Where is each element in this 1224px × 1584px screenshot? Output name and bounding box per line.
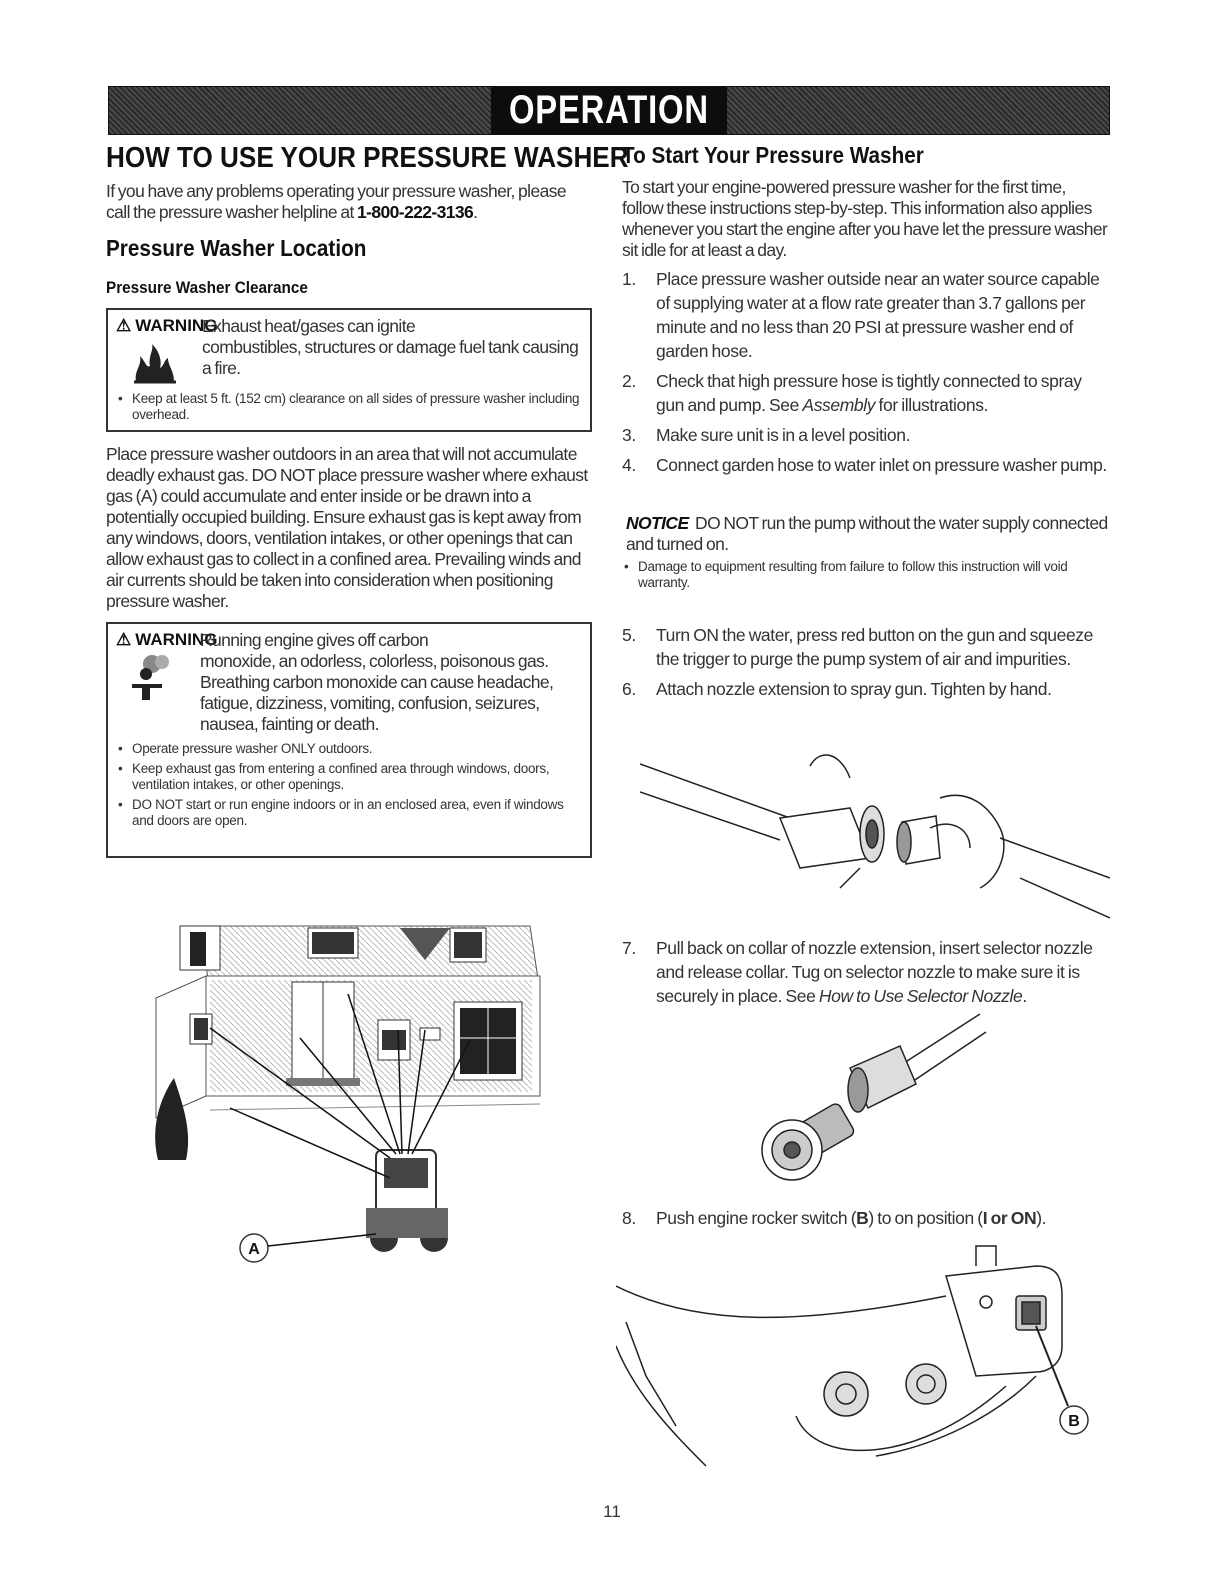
step-text: Pull back on collar of nozzle extension, insert selector nozzle and release collar. Tug on selector nozzle to make sure it is securely in place. See <box>656 938 1093 1006</box>
step-text: Connect garden hose to water inlet on pressure washer pump. <box>656 455 1107 475</box>
list-item <box>622 936 1108 1008</box>
list-item <box>622 453 1108 477</box>
switch-label: B <box>856 1208 869 1228</box>
warning1-rest: combustibles, structures or damage fuel tank causing a fire. <box>202 337 579 378</box>
step-text: Check that high pressure hose is tightly connected to spray gun and pump. See <box>656 371 1082 415</box>
selector-nozzle-figure <box>740 1012 990 1184</box>
start-intro: To start your engine-powered pressure washer for the first time, follow these instructions step-by-step. This information also applies whenever you start the engine after you have let the pressure washer sit idle for at least a day. <box>622 177 1108 260</box>
warning1-lead: Exhaust heat/gases can ignite <box>202 316 416 336</box>
step-text: Turn ON the water, press red button on the gun and squeeze the trigger to purge the pump system of air and impurities. <box>656 625 1093 669</box>
list-item: • Keep exhaust gas from entering a confined area through windows, doors, ventilation intakes, or other openings. <box>116 761 582 793</box>
notice-text: DO NOT run the pump without the water supply connected and turned on. <box>626 513 1108 554</box>
step-number: 6. <box>622 679 636 699</box>
warning2-lead: Running engine gives off carbon <box>200 630 429 650</box>
step-number: 1. <box>622 269 636 289</box>
warning-triangle-icon: ⚠ <box>116 316 132 335</box>
figure-label-a: A <box>248 1241 260 1258</box>
step-text: Place pressure washer outside near an water source capable of supplying water at a flow rate greater than 3.7 gallons per minute and no less than 20 PSI at pressure washer end of garden hose. <box>656 269 1100 361</box>
warning-label: WARNING <box>135 630 218 649</box>
step-reference: Assembly <box>802 395 876 415</box>
steps-list-4 <box>622 1206 1108 1230</box>
warning2-bullets <box>116 741 582 829</box>
list-item: • DO NOT start or run engine indoors or in an enclosed area, even if windows and doors are open. <box>116 797 582 829</box>
list-item <box>622 423 1108 447</box>
nozzle-extension-figure <box>640 748 1110 920</box>
figure-label-b: B <box>1068 1413 1080 1430</box>
intro-text: If you have any problems operating your pressure washer, please call the pressure washer helpline at <box>106 181 567 222</box>
list-item: • Operate pressure washer ONLY outdoors. <box>116 741 582 757</box>
list-item <box>622 677 1108 701</box>
list-item: • Damage to equipment resulting from failure to follow this instruction will void warranty. <box>622 559 1108 591</box>
steps-list-3 <box>622 936 1108 1008</box>
step-number: 2. <box>622 371 636 391</box>
warning-label: WARNING <box>135 316 218 335</box>
step-text-after: . <box>1022 986 1027 1006</box>
section-banner <box>108 86 1110 135</box>
page-number: 11 <box>603 1502 621 1521</box>
list-item: • Keep at least 5 ft. (152 cm) clearance on all sides of pressure washer including overhead. <box>116 391 582 423</box>
page-heading: HOW TO USE YOUR PRESSURE WASHER <box>106 142 629 174</box>
step-text: Push engine rocker switch ( <box>656 1208 857 1228</box>
warning-box-co <box>106 622 592 858</box>
toxic-fumes-icon <box>122 654 172 700</box>
step-text-mid: ) to on position ( <box>868 1208 983 1228</box>
exhaust-placement-figure <box>150 918 550 1274</box>
left-column <box>106 142 629 858</box>
steps-list-2 <box>622 623 1108 701</box>
placement-paragraph: Place pressure washer outdoors in an area that will not accumulate deadly exhaust gas. DO NOT place pressure washer where exhaust gas (A) could accumulate and enter inside or be drawn into a potentially occupied building. Ensure exhaust gas is kept away from any windows, doors, ventilation intakes, or other openings that can allow exhaust gas to collect in a confined area. Prevailing winds and air currents should be taken into consideration when positioning pressure washer. <box>106 444 588 611</box>
warning-triangle-icon: ⚠ <box>116 630 132 649</box>
list-item <box>622 1206 1108 1230</box>
warning1-bullets <box>116 391 582 423</box>
step-text: Make sure unit is in a level position. <box>656 425 911 445</box>
step-text-after: ). <box>1036 1208 1047 1228</box>
steps-list-1 <box>622 267 1108 477</box>
rocker-switch-figure <box>616 1236 1096 1474</box>
start-heading: To Start Your Pressure Washer <box>622 142 924 168</box>
step-text-after: for illustrations. <box>875 395 989 415</box>
intro-end: . <box>473 202 478 222</box>
step8-block <box>622 1206 1108 1230</box>
step-number: 3. <box>622 425 636 445</box>
step-text: Attach nozzle extension to spray gun. Tighten by hand. <box>656 679 1052 699</box>
on-position: I or ON <box>982 1208 1037 1228</box>
step-number: 7. <box>622 938 636 958</box>
right-column <box>622 142 1108 701</box>
notice-paragraph <box>622 513 1108 555</box>
banner-title: OPERATION <box>491 87 727 134</box>
helpline-number: 1-800-222-3136 <box>356 202 474 222</box>
list-item <box>622 369 1108 417</box>
step7-block <box>622 936 1108 1008</box>
list-item <box>622 623 1108 671</box>
warning-box-fire <box>106 308 592 432</box>
step-number: 8. <box>622 1208 636 1228</box>
list-item <box>622 267 1108 363</box>
step-number: 5. <box>622 625 636 645</box>
clearance-heading: Pressure Washer Clearance <box>106 278 308 297</box>
notice-bullets <box>622 559 1108 591</box>
fire-icon <box>132 342 178 384</box>
notice-label: NOTICE <box>626 513 689 533</box>
step-reference: How to Use Selector Nozzle <box>818 986 1023 1006</box>
intro-paragraph <box>106 181 592 223</box>
location-heading: Pressure Washer Location <box>106 235 367 261</box>
step-number: 4. <box>622 455 636 475</box>
warning2-rest: monoxide, an odorless, colorless, poisonous gas. Breathing carbon monoxide can cause headache, fatigue, dizziness, vomiting, confusion, seizures, nausea, fainting or death. <box>200 651 554 734</box>
